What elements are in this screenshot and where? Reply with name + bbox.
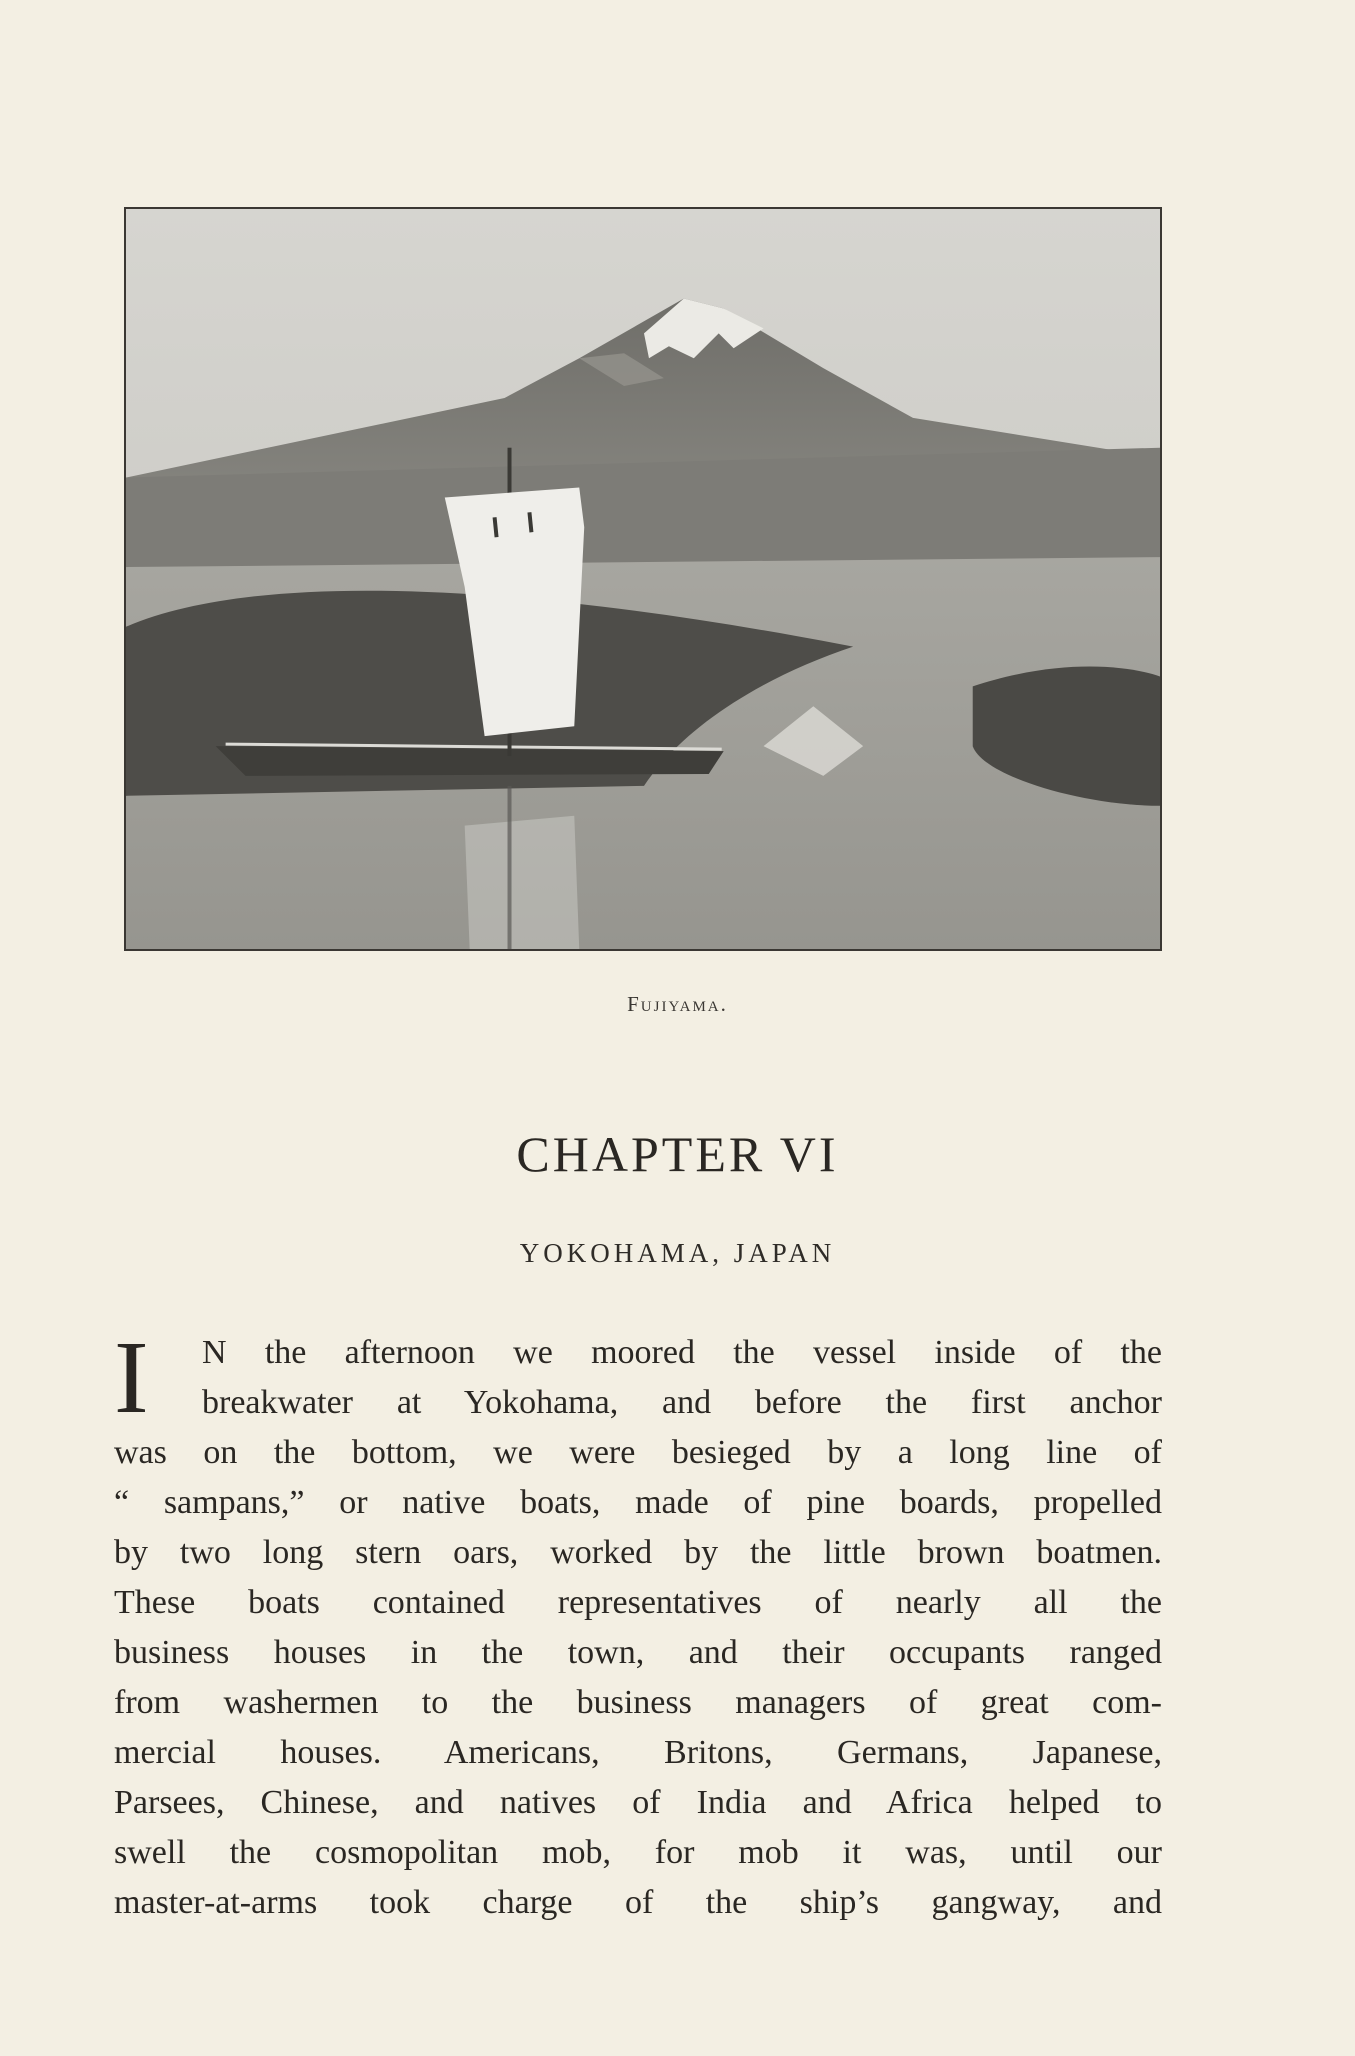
text-line: “ sampans,” or native boats, made of pine boards, propelled <box>114 1484 1162 1521</box>
drop-cap: I <box>114 1320 149 1435</box>
text-line: mercial houses. Americans, Britons, Germans, Japanese, <box>114 1734 1162 1771</box>
text-line: Parsees, Chinese, and natives of India and Africa helped to <box>114 1784 1162 1821</box>
chapter-subtitle: YOKOHAMA, JAPAN <box>519 1238 836 1268</box>
fujiyama-photograph <box>124 207 1162 951</box>
text-line: swell the cosmopolitan mob, for mob it was, until our <box>114 1834 1162 1871</box>
plate-caption: Fujiyama. <box>627 992 728 1016</box>
text-line: master-at-arms took charge of the ship’s gangway, and <box>114 1884 1162 1921</box>
fujiyama-photograph-illustration <box>126 209 1160 949</box>
body-paragraph <box>114 1320 1162 1928</box>
text-line: breakwater at Yokohama, and before the first anchor <box>202 1384 1162 1421</box>
text-line: was on the bottom, we were besieged by a long line of <box>114 1434 1162 1471</box>
text-line: N the afternoon we moored the vessel inside of the <box>202 1334 1162 1371</box>
text-line: by two long stern oars, worked by the little brown boatmen. <box>114 1534 1162 1571</box>
chapter-title: CHAPTER VI <box>516 1126 839 1182</box>
text-line: These boats contained representatives of nearly all the <box>114 1584 1162 1621</box>
text-line: from washermen to the business managers of great com- <box>114 1684 1162 1721</box>
text-line: business houses in the town, and their occupants ranged <box>114 1634 1162 1671</box>
